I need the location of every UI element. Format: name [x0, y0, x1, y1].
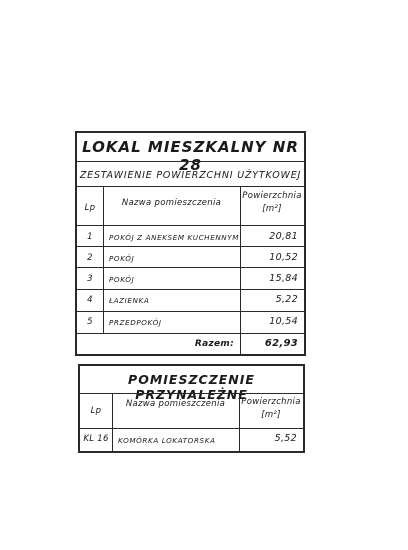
row-lp: KL 16 — [83, 434, 109, 444]
row-area: 5,52 — [274, 433, 297, 444]
header-area-unit: [m²] — [261, 410, 281, 420]
header-area-unit: [m²] — [262, 204, 282, 214]
row-room-name: PRZEDPOKÓJ — [109, 318, 162, 327]
unit-area-table — [75, 131, 306, 356]
unit-subtitle: ZESTAWIENIE POWIERZCHNI UŻYTKOWEJ — [79, 170, 302, 181]
row-room-name: POKÓJ — [109, 275, 135, 284]
divider — [77, 186, 304, 187]
header-lp: Lp — [84, 203, 96, 213]
divider — [80, 393, 303, 394]
row-lp: 1 — [87, 232, 93, 242]
row-area: 5,22 — [275, 294, 298, 305]
row-area: 20,81 — [269, 231, 298, 242]
ancillary-room-table — [78, 364, 305, 453]
row-room-name: ŁAZIENKA — [109, 296, 150, 305]
divider — [77, 267, 304, 268]
header-name: Nazwa pomieszczenia — [125, 399, 226, 409]
header-name: Nazwa pomieszczenia — [121, 198, 222, 208]
row-area: 15,84 — [269, 273, 298, 284]
divider — [77, 311, 304, 312]
total-value: 62,93 — [264, 338, 298, 349]
row-lp: 2 — [87, 253, 93, 263]
header-lp: Lp — [90, 406, 102, 416]
row-room-name: POKÓJ — [109, 254, 135, 263]
header-area: Powierzchnia — [241, 397, 301, 407]
divider — [77, 333, 304, 334]
divider — [77, 225, 304, 226]
row-room-name: KOMÓRKA LOKATORSKA — [118, 436, 216, 445]
row-lp: 4 — [87, 295, 93, 305]
divider — [77, 246, 304, 247]
row-lp: 5 — [87, 317, 93, 327]
row-room-name: POKÓJ Z ANEKSEM KUCHENNYM — [109, 233, 240, 242]
header-area: Powierzchnia — [242, 191, 302, 201]
row-area: 10,52 — [269, 252, 298, 263]
row-area: 10,54 — [269, 316, 298, 327]
divider — [77, 161, 304, 162]
divider — [80, 428, 303, 429]
unit-title: LOKAL MIESZKALNY NR 28 — [82, 138, 299, 174]
ancillary-title: POMIESZCZENIE PRZYNALEŻNE — [128, 372, 255, 402]
total-label: Razem: — [194, 339, 234, 349]
divider — [77, 289, 304, 290]
row-lp: 3 — [87, 274, 93, 284]
